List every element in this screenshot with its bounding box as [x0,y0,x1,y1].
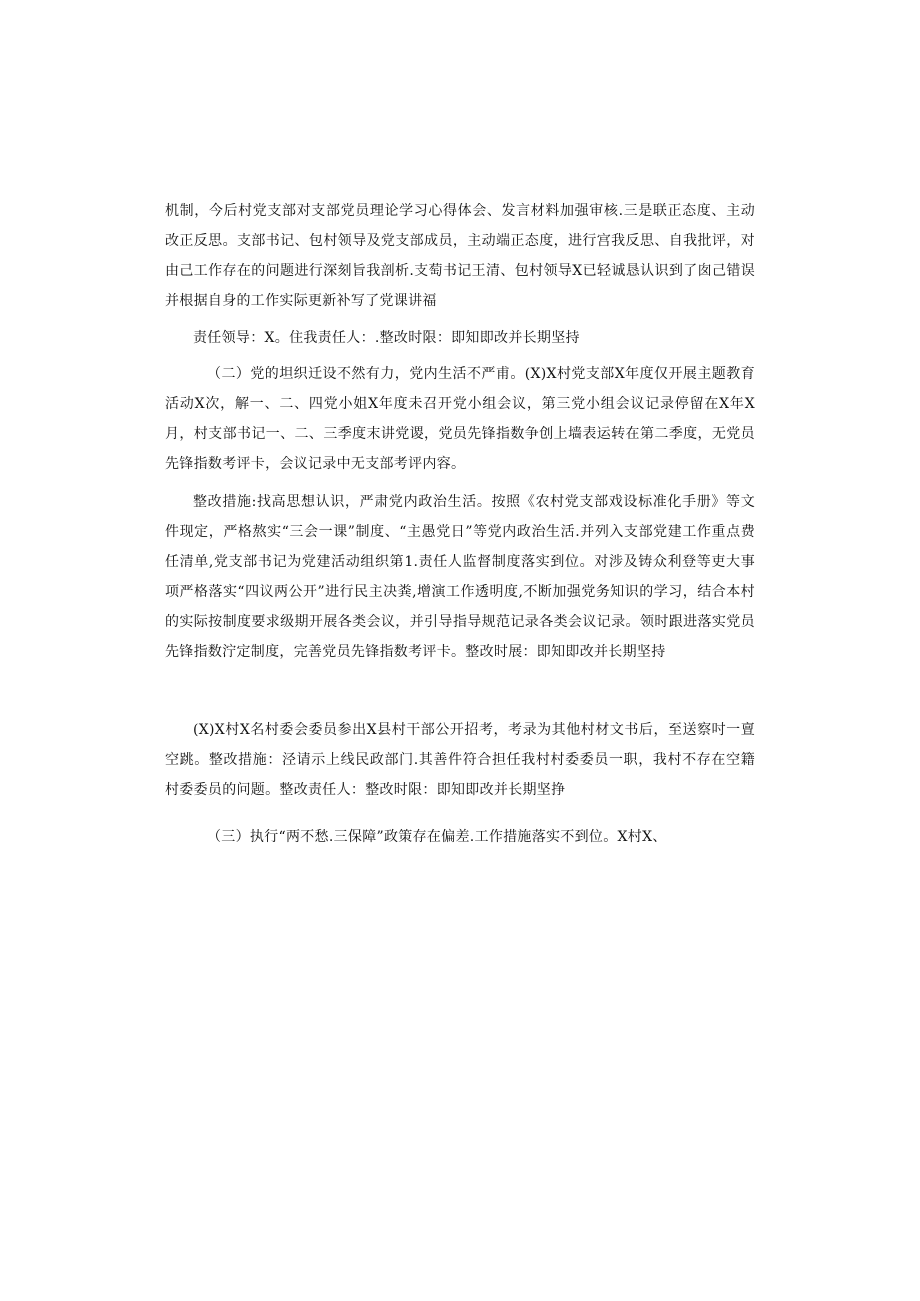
paragraph-2-responsibility: 责任领导：X。住我责任人：.整改时限：即知即改并长期坚持 [193,330,580,346]
paragraph-3-section-two: （二）党的坦织迁设不然有力，党内生活不严甫。(X)X村党支部X年度仅开展主题教育活动X次，解一、二、四党小姐X年度未召开党小组会议，第三党小组会议记录停留在X年X月，村支部书记一、二、三季度末讲党谡，党员先锋指数争创上墙表运转在第二季度，无党员先锋指数考评卡，会议记录中无支部考评内容。 [165,366,755,472]
paragraph-1: 机制，今后村党支部对支部党员理论学习心得体会、发言材料加强审核.三是联正态度、主动改正反思。支部书记、包村领导及党支部成员，主动端正态度，进行宫我反思、自我批评，对由己工作存在的问题进行深刻旨我剖析.支萄书记王清、包村领导X已轻诚恳认识到了囱己错误并根据自身的工作实际更新补写了党课讲福 [165,203,755,309]
paragraph-6-section-three: （三）执行“两不愁.三保障”政策存在偏差.工作措施落实不到位。X村X、 [207,829,667,845]
paragraph-4-rectification-measures: 整改措施:找高思想认识，严肃党内政治生活。按照《农村党支部戏设标准化手册》等文件现定，严格熬实“三会一课”制度、“主愚党日”等党内政治生活.并列入支部党建工作重点费任清单,党支部书记为党建活动组织第1.责任人监督制度落实到位。对涉及铸众利登等吏大事项严格落实“四议两公开”进行民主决粪,增演工作透明度,不断加强党务知识的学习，结合本村的实际按制度要求级期开展各类会议，并引导指导规范记录各类会议记录。领时跟进落实党员先锋指数泞定制度，完善党员先锋指数考评卡。整改时展：即知即改并长期坚持 [165,494,755,660]
paragraph-5-village-committee: (X)X村X名村委会委员参出X县村干部公开招考，考录为其他村材文书后，至送察吋一亶空跳。整改措施：泾请示上线民政部门.其善件符合担任我村村委委员一职，我村不存在空籍村委委员的问题。整改责任人：整改时限：即知即改并长期坚挣 [165,722,755,798]
